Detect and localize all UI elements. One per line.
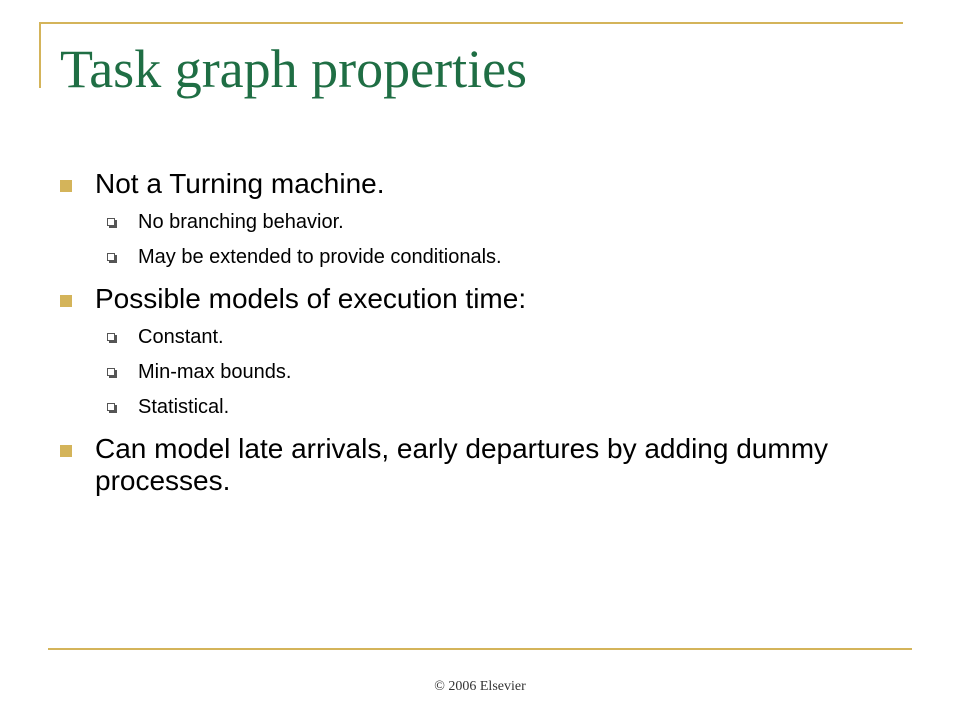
sub-bullet-item <box>95 325 900 349</box>
filled-square-bullet-icon <box>60 180 72 192</box>
sub-bullet-item <box>95 360 900 384</box>
bullet-item <box>60 283 900 419</box>
filled-square-bullet-icon <box>60 445 72 457</box>
slide-title: Task graph properties <box>60 39 528 99</box>
sub-bullet-item <box>95 245 900 269</box>
sub-bullet-item <box>95 395 900 419</box>
bullet-text: Possible models of execution time: <box>95 283 527 314</box>
sub-bullet-list <box>95 325 900 419</box>
filled-square-bullet-icon <box>60 295 72 307</box>
bullet-item <box>60 168 900 269</box>
sub-bullet-list <box>95 210 900 269</box>
top-accent-rule <box>39 22 903 24</box>
sub-bullet-text: No branching behavior. <box>138 211 344 233</box>
hollow-square-bullet-icon <box>107 253 115 261</box>
sub-bullet-text: Min-max bounds. <box>138 361 292 383</box>
hollow-square-bullet-icon <box>107 368 115 376</box>
sub-bullet-text: Statistical. <box>138 396 230 418</box>
bullet-list <box>60 168 900 511</box>
bullet-text: Not a Turning machine. <box>95 168 385 199</box>
bottom-accent-rule <box>48 648 912 650</box>
hollow-square-bullet-icon <box>107 333 115 341</box>
footer-copyright: © 2006 Elsevier <box>434 679 526 694</box>
sub-bullet-item <box>95 210 900 234</box>
bullet-text: Can model late arrivals, early departures by adding dummy processes. <box>95 433 829 496</box>
left-accent-rule <box>39 22 41 88</box>
hollow-square-bullet-icon <box>107 403 115 411</box>
sub-bullet-text: Constant. <box>138 326 224 348</box>
hollow-square-bullet-icon <box>107 218 115 226</box>
bullet-item <box>60 433 900 497</box>
sub-bullet-text: May be extended to provide conditionals. <box>138 246 502 268</box>
